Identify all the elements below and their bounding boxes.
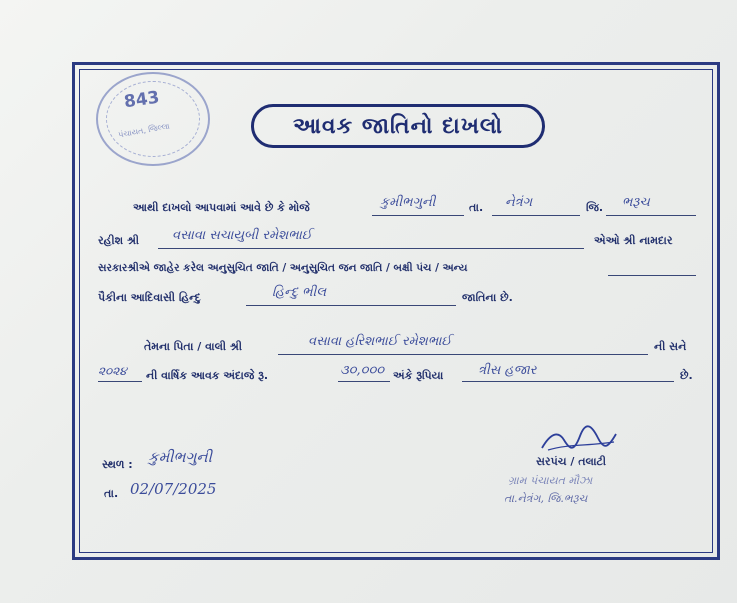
- signatory-designation: સરપંચ / તલાટી: [536, 455, 607, 468]
- issue-date: 02/07/2025: [130, 480, 217, 498]
- other-category-underline: [608, 275, 696, 276]
- line6-suffix: છે.: [680, 369, 693, 382]
- line3-text: સરકારશ્રીએ જાહેર કરેલ અનુસુચિત જાતિ / અનુસુચિત જન જાતિ / બક્ષી પંચ / અન્ય: [98, 262, 468, 274]
- district-label: જિ.: [586, 201, 604, 214]
- father-name: વસાવા હરિશભાઈ રમેશભાઈ: [308, 334, 452, 349]
- district-value: ભરૂચ: [622, 195, 650, 210]
- resident-name: વસાવા સચાયુબી રમેશભાઈ: [172, 228, 312, 243]
- village-underline: [372, 215, 464, 216]
- place-label: સ્થળ :: [102, 458, 133, 471]
- village-value: કુમીભગુની: [380, 195, 436, 210]
- income-year: ૨૦૨૪: [98, 364, 127, 378]
- line5-suffix: ની સને: [654, 340, 687, 353]
- caste-value: હિન્દુ ભીલ: [272, 285, 327, 300]
- district-underline: [606, 215, 696, 216]
- resident-label: રહીશ શ્રી: [98, 234, 140, 247]
- date-label: તા.: [104, 487, 119, 500]
- taluka-label: તા.: [469, 201, 484, 214]
- resident-name-underline: [158, 248, 584, 249]
- place-value: કુમીભગુની: [148, 448, 212, 466]
- seal-text: પંચાયત, જિલ્લા: [117, 121, 171, 140]
- rupees-label: અંકે રૂપિયા: [393, 369, 444, 382]
- signature: [538, 424, 620, 454]
- income-amount: ૩૦,૦૦૦: [340, 363, 385, 378]
- line6-middle: ની વાર્ષિક આવક અંદાજે રૂ.: [146, 369, 269, 382]
- line4-prefix: પૈકીના આદિવાસી હિન્દુ: [98, 291, 201, 304]
- title-box: [251, 104, 545, 148]
- amount-in-words: ત્રીસ હજાર: [478, 363, 537, 378]
- line4-suffix: જાતિના છે.: [462, 291, 513, 304]
- taluka-value: નેત્રંગ: [505, 195, 533, 210]
- certificate-title: આવક જાતિનો દાખલો: [292, 113, 504, 139]
- caste-underline: [246, 305, 456, 306]
- father-name-underline: [278, 354, 648, 355]
- stamp-line-1: ગ્રામ પંચાયત મૌઝા: [508, 474, 593, 487]
- amount-underline: [338, 381, 390, 382]
- stamp-line-2: તા.નેત્રંગ, જિ.ભરૂચ: [504, 492, 588, 505]
- line2-suffix: એઓ શ્રી નામદાર: [594, 234, 673, 247]
- seal-number: 843: [122, 87, 161, 113]
- line5-prefix: તેમના પિતા / વાલી શ્રી: [144, 340, 243, 353]
- taluka-underline: [492, 215, 580, 216]
- year-underline: [98, 381, 142, 382]
- amount-words-underline: [462, 381, 674, 382]
- line1-prefix: આથી દાખલો આપવામાં આવે છે કે મોજે: [133, 201, 310, 214]
